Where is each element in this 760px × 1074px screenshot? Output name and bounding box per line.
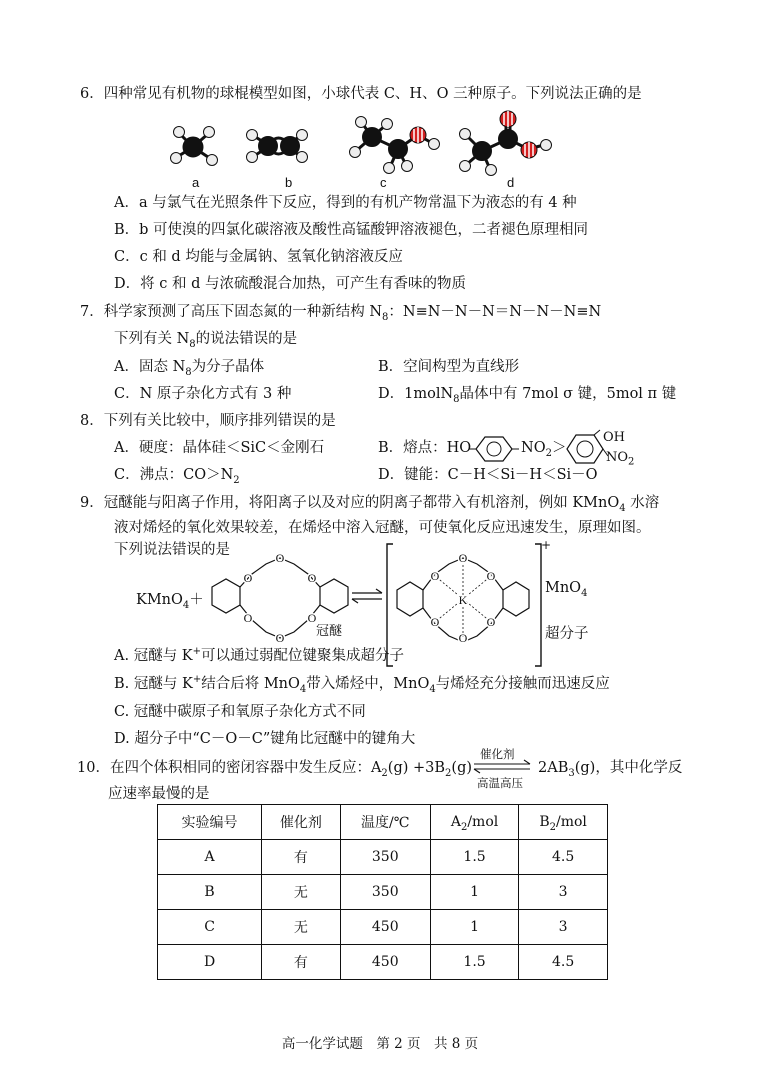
supramolecule-label: 超分子: [545, 626, 589, 642]
table-cell: 450: [340, 910, 430, 945]
q7-option-d: D．1molN$_8$晶体中有 7mol σ 键，5mol π 键: [378, 386, 677, 405]
crown-ether-label: 冠醚: [316, 624, 343, 639]
crown-o-6: O: [307, 611, 317, 625]
q8-option-b-no2: $NO_2>$: [521, 440, 567, 459]
q8-option-b: B．熔点：HO: [378, 440, 472, 456]
table-cell: 350: [340, 875, 430, 910]
crown-o-3: O: [307, 571, 317, 585]
experiment-table: [157, 804, 608, 980]
crown-o-5: O: [275, 631, 285, 645]
table-header-row: [158, 805, 608, 840]
crown-o-2: O: [275, 551, 285, 565]
q8-option-a: A．硬度：晶体硅＜SiC＜金刚石: [114, 440, 325, 456]
header-cell: 催化剂: [262, 805, 341, 840]
table-cell: A: [158, 840, 262, 875]
model-b: [247, 130, 308, 163]
reaction-catalyst-label: 催化剂: [480, 747, 515, 761]
reaction-condition-label: 高温高压: [477, 776, 523, 790]
crown-o-1: O: [243, 571, 253, 585]
q9-stem-line1: 9．冠醚能与阳离子作用，将阳离子以及对应的阴离子都带入有机溶剂，例如 KMnO$_4$ 水溶: [80, 495, 660, 514]
q7-option-b: B．空间构型为直线形: [378, 359, 520, 375]
model-label-a: a: [192, 175, 200, 190]
supra-o-2: O: [486, 569, 496, 583]
q7-stem: 7．科学家预测了高压下固态氮的一种新结构 $N_8$：N≡N－N－N＝N－N－N≡N: [80, 304, 602, 323]
supra-o-6: O: [458, 631, 468, 645]
q6-stem: 6．四种常见有机物的球棍模型如图，小球代表 C、H、O 三种原子。下列说法正确的是: [80, 86, 642, 102]
table-row: [158, 875, 608, 910]
crown-o-4: O: [243, 611, 253, 625]
table-cell: 450: [340, 945, 430, 980]
reversible-arrow: [472, 760, 532, 774]
q7-question: 下列有关 $N_8$的说法错误的是: [114, 331, 298, 350]
table-cell: 4.5: [519, 945, 608, 980]
q10-stem-line1-end: $2AB_3(g)$，其中化学反: [538, 760, 683, 779]
table-cell: C: [158, 910, 262, 945]
header-cell: 实验编号: [158, 805, 262, 840]
q6-option-b: B．b 可使溴的四氯化碳溶液及酸性高锰酸钾溶液褪色，二者褪色原理相同: [114, 222, 589, 238]
q9-option-a: A. 冠醚与 K+可以通过弱配位键聚集成超分子: [114, 646, 405, 664]
mno4-anion: MnO$_4$: [545, 580, 588, 599]
equilibrium-arrows: [350, 588, 386, 604]
table-cell: 4.5: [519, 840, 608, 875]
supra-o-1: O: [430, 569, 440, 583]
q8-ortho-nitrophenol: [566, 432, 606, 468]
q7-option-a: A．固态 $N_8$为分子晶体: [114, 359, 265, 378]
table-cell: 1: [430, 875, 518, 910]
table-cell: 3: [519, 875, 608, 910]
page-footer: 高一化学试题 第 2 页 共 8 页: [281, 1036, 479, 1052]
model-label-b: b: [285, 175, 293, 190]
table-row: [158, 910, 608, 945]
table-cell: D: [158, 945, 262, 980]
q10-stem-line1: 10．在四个体积相同的密闭容器中发生反应：$A_2(g) +3B_2(g)$: [77, 760, 473, 779]
q8-ortho-oh: OH: [603, 430, 625, 445]
supra-charge: +: [541, 538, 552, 552]
table-cell: 1: [430, 910, 518, 945]
supra-o-5: O: [486, 615, 496, 629]
model-label-c: c: [380, 175, 387, 190]
table-cell: 有: [262, 945, 341, 980]
header-cell-b2: $B_2$/mol: [519, 805, 608, 840]
model-label-d: d: [507, 175, 515, 190]
table-cell: 350: [340, 840, 430, 875]
q6-option-d: D．将 c 和 d 与浓硫酸混合加热，可产生有香味的物质: [114, 276, 466, 292]
kmno4-label: KMnO$_4$＋: [136, 592, 204, 611]
table-row: [158, 945, 608, 980]
table-cell: 无: [262, 910, 341, 945]
q9-option-d: D. 超分子中“C－O－C”键角比冠醚中的键角大: [114, 731, 416, 747]
header-cell: 温度/℃: [340, 805, 430, 840]
header-cell-a2: $A_2$/mol: [430, 805, 518, 840]
table-cell: 3: [519, 910, 608, 945]
q9-option-b: B. 冠醚与 K+结合后将 MnO$_4$带入烯烃中，MnO$_4$与烯烃充分接触而迅速反应: [114, 674, 610, 695]
supra-o-4: O: [430, 615, 440, 629]
q8-ortho-no2: $NO_2$: [606, 450, 635, 468]
q9-stem-line2: 液对烯烃的氧化效果较差，在烯烃中溶入冠醚，可使氧化反应迅速发生，原理如图。: [114, 520, 651, 536]
q10-stem-line2: 应速率最慢的是: [108, 786, 210, 802]
model-a: [171, 127, 218, 166]
table-cell: B: [158, 875, 262, 910]
model-c: [350, 117, 440, 174]
q8-option-d: D．键能：C－H＜Si－H＜Si－O: [378, 467, 598, 483]
table-cell: 1.5: [430, 945, 518, 980]
q6-option-a: A．a 与氯气在光照条件下反应，得到的有机产物常温下为液态的有 4 种: [114, 195, 577, 211]
table-cell: 有: [262, 840, 341, 875]
q8-stem: 8．下列有关比较中，顺序排列错误的是: [80, 413, 336, 429]
q9-option-c: C. 冠醚中碳原子和氧原子杂化方式不同: [114, 704, 366, 720]
supra-o-3: O: [458, 551, 468, 565]
supra-k: K: [458, 593, 468, 607]
table-row: [158, 840, 608, 875]
model-d: [460, 111, 552, 176]
q8-para-nitrophenol: [475, 434, 515, 464]
q8-option-c: C．沸点：$CO>N_2$: [114, 467, 240, 486]
table-cell: 无: [262, 875, 341, 910]
q9-stem-line3: 下列说法错误的是: [114, 542, 230, 558]
supramolecule-structure: [385, 540, 545, 670]
q7-option-c: C．N 原子杂化方式有 3 种: [114, 386, 292, 402]
table-cell: 1.5: [430, 840, 518, 875]
q6-option-c: C．c 和 d 均能与金属钠、氢氧化钠溶液反应: [114, 249, 403, 265]
